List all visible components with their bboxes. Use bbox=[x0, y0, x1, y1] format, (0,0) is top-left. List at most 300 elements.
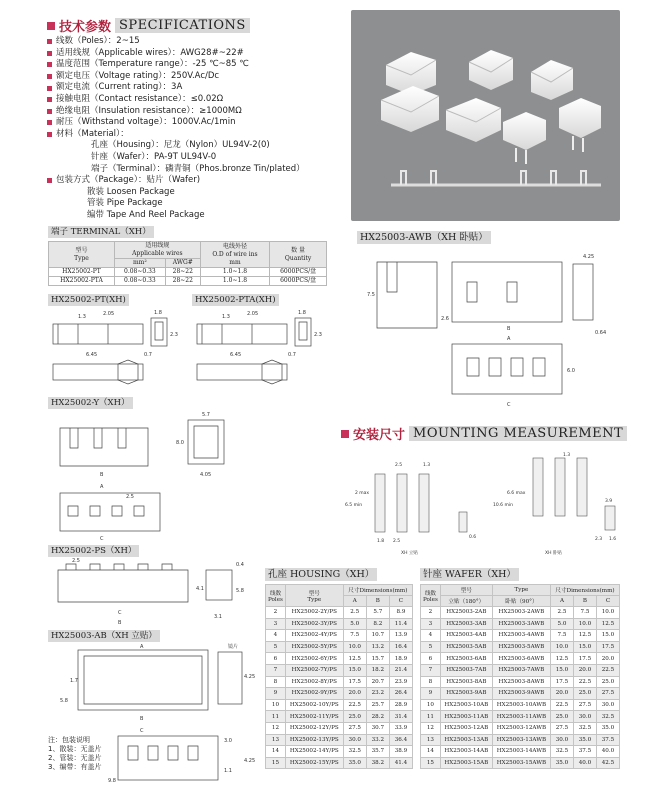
table-cell: 27.5 bbox=[596, 688, 619, 700]
awb-dim-1: 7.5 bbox=[367, 292, 375, 298]
table-cell: 5 bbox=[421, 641, 441, 653]
table-cell: HX25003-15AWB bbox=[492, 757, 550, 769]
mount-dim-6: 2 max bbox=[355, 491, 370, 496]
table-cell: 8.2 bbox=[366, 618, 389, 630]
awb-dim-5: C bbox=[507, 402, 511, 408]
table-row bbox=[266, 688, 413, 700]
table-cell: 6 bbox=[421, 653, 441, 665]
spec-item-text: 孔座（Housing）：尼龙（Nylon）UL94V-2(0) bbox=[91, 140, 270, 151]
terminal-label: 端子 TERMINAL（XH） bbox=[48, 226, 154, 238]
table-cell: 20.0 bbox=[573, 664, 596, 676]
spec-item-text: 绝缘电阻（Insulation resistance）：≥1000MΩ bbox=[56, 105, 242, 116]
spec-item-text: 编带 Tape And Reel Package bbox=[87, 209, 205, 220]
bullet-square-icon bbox=[47, 97, 52, 102]
table-cell: 25.0 bbox=[573, 688, 596, 700]
table-cell: 27.5 bbox=[343, 722, 366, 734]
table-cell: 8 bbox=[421, 676, 441, 688]
bullet-square-icon bbox=[47, 39, 52, 44]
pt-dim-1: 2.05 bbox=[103, 311, 115, 317]
ps-dim-2: 3.1 bbox=[214, 614, 222, 620]
specs-list bbox=[47, 36, 337, 222]
mounting-title-cn: 安装尺寸 bbox=[353, 428, 406, 443]
drawing-label-ab: HX25003-AB（XH 立贴） bbox=[48, 630, 160, 642]
pta-drawing bbox=[192, 306, 324, 394]
table-cell: 4 bbox=[266, 630, 286, 642]
table-row bbox=[266, 711, 413, 723]
ab-dim-1: B bbox=[140, 716, 144, 722]
spec-item-text: 针座（Wafer）：PA-9T UL94V-0 bbox=[91, 151, 217, 162]
table-cell: 15 bbox=[266, 757, 286, 769]
pt-dim-3: 6.45 bbox=[86, 352, 98, 358]
table-cell: HX25003-4AWB bbox=[492, 630, 550, 642]
table-cell: 35.0 bbox=[343, 757, 366, 769]
table-cell: HX25002-PT bbox=[49, 268, 115, 277]
table-cell: 13 bbox=[266, 734, 286, 746]
housing-label: 孔座 HOUSING（XH） bbox=[265, 568, 377, 581]
table-row bbox=[421, 722, 620, 734]
spec-item bbox=[47, 164, 337, 176]
table-row bbox=[421, 734, 620, 746]
table-cell: 20.0 bbox=[550, 688, 573, 700]
table-cell: 30.7 bbox=[366, 722, 389, 734]
wafer-col-type-cn: 型号 bbox=[440, 585, 492, 596]
bullet-square-icon bbox=[47, 109, 52, 114]
table-cell: 30.0 bbox=[550, 734, 573, 746]
spec-item-text: 耐压（Withstand voltage）：1000V.Ac/1min bbox=[56, 117, 236, 128]
table-cell: HX25003-8AB bbox=[440, 676, 492, 688]
table-cell: HX25003-6AWB bbox=[492, 653, 550, 665]
y-dim-5: C bbox=[100, 536, 104, 542]
table-cell: 25.0 bbox=[343, 711, 366, 723]
table-cell: 14 bbox=[421, 746, 441, 758]
housing-col-poles: 线数 Poles bbox=[266, 585, 286, 607]
drawing-label-pt: HX25002-PT(XH) bbox=[48, 294, 129, 306]
package-note: 3、编带：有盖片 bbox=[48, 763, 102, 771]
table-row bbox=[421, 664, 620, 676]
ps-drawing bbox=[48, 556, 258, 628]
housing-col-c: C bbox=[389, 596, 412, 607]
table-cell: 28~22 bbox=[165, 277, 200, 286]
ab-dim-0: A bbox=[140, 644, 144, 650]
table-cell: 36.4 bbox=[389, 734, 412, 746]
table-cell: HX25003-2AWB bbox=[492, 607, 550, 619]
spec-item-text: 额定电流（Current rating）：3A bbox=[56, 82, 183, 93]
table-row bbox=[421, 618, 620, 630]
connector-photo-illustration bbox=[351, 10, 620, 221]
table-row bbox=[266, 734, 413, 746]
table-cell: 22.5 bbox=[596, 664, 619, 676]
table-cell: 32.5 bbox=[343, 746, 366, 758]
mounting-header bbox=[341, 424, 627, 443]
spec-item-text: 适用线规（Applicable wires）：AWG28#~22# bbox=[56, 47, 244, 58]
table-cell: 11.4 bbox=[389, 618, 412, 630]
table-cell: 12 bbox=[421, 722, 441, 734]
awb-dim-3: B bbox=[507, 326, 511, 332]
table-row bbox=[421, 757, 620, 769]
bullet-square-icon bbox=[47, 62, 52, 67]
ps-dim-1: 4.1 bbox=[196, 586, 204, 592]
table-cell: HX25003-8AWB bbox=[492, 676, 550, 688]
terminal-col-od: 电线外径 O.D of wire ins mm bbox=[200, 242, 269, 268]
table-row bbox=[266, 746, 413, 758]
table-cell: 20.0 bbox=[596, 653, 619, 665]
table-cell: HX25002-9Y/PS bbox=[285, 688, 343, 700]
table-cell: 11 bbox=[421, 711, 441, 723]
wafer-sample-2 bbox=[503, 112, 546, 164]
ab-dim-5: 4.25 bbox=[244, 758, 256, 764]
table-cell: 4 bbox=[421, 630, 441, 642]
bullet-square-icon bbox=[47, 22, 55, 30]
table-cell: HX25002-3Y/PS bbox=[285, 618, 343, 630]
spec-item-text: 端子（Terminal）：磷青铜（Phos.bronze Tin/plated） bbox=[91, 163, 305, 174]
pt-dim-2: 1.8 bbox=[154, 310, 162, 316]
table-cell: HX25002-13Y/PS bbox=[285, 734, 343, 746]
table-row bbox=[266, 630, 413, 642]
spec-item-text: 额定电压（Voltage rating）：250V.Ac/Dc bbox=[56, 70, 220, 81]
table-cell: HX25003-11AB bbox=[440, 711, 492, 723]
table-cell: 10.7 bbox=[366, 630, 389, 642]
specs-title-en: SPECIFICATIONS bbox=[115, 18, 250, 33]
table-cell: 1.0~1.8 bbox=[200, 268, 269, 277]
y-dim-4: A bbox=[100, 484, 104, 490]
table-row bbox=[49, 277, 327, 286]
table-cell: HX25003-5AWB bbox=[492, 641, 550, 653]
ab-dim-8: 3.0 bbox=[224, 738, 232, 744]
table-cell: HX25002-5Y/PS bbox=[285, 641, 343, 653]
table-row bbox=[421, 746, 620, 758]
table-cell: HX25003-12AWB bbox=[492, 722, 550, 734]
table-cell: HX25002-14Y/PS bbox=[285, 746, 343, 758]
bullet-square-icon bbox=[47, 51, 52, 56]
terminal-col-mm2: mm² bbox=[114, 259, 165, 268]
spec-item-text: 包装方式（Package）：贴片（Wafer) bbox=[56, 175, 201, 186]
pta-dim-0: 1.3 bbox=[222, 314, 230, 320]
table-row bbox=[421, 607, 620, 619]
bullet-square-icon bbox=[47, 178, 52, 183]
awb-dim-6: 6.0 bbox=[567, 368, 575, 374]
table-cell: 10.0 bbox=[343, 641, 366, 653]
awb-dim-7: 0.64 bbox=[595, 330, 607, 336]
spec-item bbox=[47, 175, 337, 187]
pt-dim-5: 2.3 bbox=[170, 332, 178, 338]
bullet-square-icon bbox=[341, 430, 349, 438]
table-cell: 38.2 bbox=[366, 757, 389, 769]
spec-item bbox=[47, 198, 337, 210]
table-cell: 17.5 bbox=[343, 676, 366, 688]
table-cell: 35.7 bbox=[366, 746, 389, 758]
table-cell: HX25003-10AWB bbox=[492, 699, 550, 711]
table-cell: HX25002-8Y/PS bbox=[285, 676, 343, 688]
housing-col-dims: 尺寸Dimensions(mm) bbox=[343, 585, 412, 596]
table-cell: 7 bbox=[421, 664, 441, 676]
mount-dim-8: 2.3 bbox=[595, 537, 603, 542]
terminal-col-qty: 数 量 Quantity bbox=[270, 242, 327, 268]
spec-item bbox=[47, 71, 337, 83]
table-cell: 32.5 bbox=[596, 711, 619, 723]
table-cell: 13 bbox=[421, 734, 441, 746]
table-cell: 14 bbox=[266, 746, 286, 758]
table-cell: 32.5 bbox=[550, 746, 573, 758]
drawing-label-y: HX25002-Y（XH） bbox=[48, 397, 133, 409]
table-cell: HX25003-15AB bbox=[440, 757, 492, 769]
spec-item bbox=[47, 59, 337, 71]
table-row bbox=[266, 664, 413, 676]
table-cell: 35.0 bbox=[596, 722, 619, 734]
table-cell: HX25003-13AB bbox=[440, 734, 492, 746]
table-row bbox=[49, 268, 327, 277]
table-cell: 25.7 bbox=[366, 699, 389, 711]
wafer-table bbox=[420, 584, 620, 769]
housing-sample-4 bbox=[381, 86, 439, 132]
specs-title-cn: 技术参数 bbox=[59, 20, 112, 35]
table-cell: 12 bbox=[266, 722, 286, 734]
mount-dim-11: 10.6 min bbox=[493, 503, 513, 508]
bullet-square-icon bbox=[47, 74, 52, 79]
spec-item bbox=[47, 106, 337, 118]
ab-dim-4: 1.7 bbox=[70, 678, 78, 684]
table-row bbox=[266, 653, 413, 665]
table-cell: 38.9 bbox=[389, 746, 412, 758]
table-row bbox=[266, 607, 413, 619]
table-cell: HX25003-7AB bbox=[440, 664, 492, 676]
package-note: 2、管装：无盖片 bbox=[48, 754, 102, 762]
housing-table bbox=[265, 584, 413, 769]
table-cell: 12.5 bbox=[573, 630, 596, 642]
spec-item bbox=[47, 117, 337, 129]
y-drawing bbox=[48, 408, 308, 543]
mount-label-vertical: XH 立贴 bbox=[401, 551, 418, 556]
table-cell: HX25002-PTA bbox=[49, 277, 115, 286]
ab-dim-9: 9.8 bbox=[108, 778, 116, 784]
spec-item-text: 线数（Poles）：2~15 bbox=[56, 36, 140, 46]
table-cell: 16.4 bbox=[389, 641, 412, 653]
mount-dim-4: 0.6 bbox=[469, 535, 477, 540]
table-cell: HX25003-11AWB bbox=[492, 711, 550, 723]
terminal-col-wire: 适用线规 Applicable wires bbox=[114, 242, 200, 259]
mount-label-horizontal: XH 卧贴 bbox=[545, 551, 562, 556]
table-cell: 26.4 bbox=[389, 688, 412, 700]
table-cell: HX25003-5AB bbox=[440, 641, 492, 653]
table-cell: 23.9 bbox=[389, 676, 412, 688]
awb-drawing bbox=[357, 246, 619, 411]
table-cell: 5 bbox=[266, 641, 286, 653]
table-row bbox=[266, 757, 413, 769]
mount-dim-3: 2.5 bbox=[393, 539, 401, 544]
table-cell: 9 bbox=[266, 688, 286, 700]
table-cell: HX25003-12AB bbox=[440, 722, 492, 734]
ab-dim-6: 1.1 bbox=[224, 768, 232, 774]
table-cell: 15.0 bbox=[573, 641, 596, 653]
mount-dim-12: 6.6 max bbox=[507, 491, 526, 496]
table-cell: HX25003-13AWB bbox=[492, 734, 550, 746]
table-cell: 9 bbox=[421, 688, 441, 700]
housing-sample-3 bbox=[531, 60, 573, 100]
y-dim-6: 2.5 bbox=[126, 494, 134, 500]
terminal-col-type: 型号 Type bbox=[49, 242, 115, 268]
table-cell: 28.2 bbox=[366, 711, 389, 723]
table-cell: 40.0 bbox=[596, 746, 619, 758]
awb-dim-2: 2.6 bbox=[441, 316, 449, 322]
housing-col-type: 型号 Type bbox=[285, 585, 343, 607]
table-cell: 20.0 bbox=[343, 688, 366, 700]
spec-item bbox=[47, 82, 337, 94]
mount-dim-2: 1.8 bbox=[377, 539, 385, 544]
spec-item bbox=[47, 210, 337, 222]
terminal-table bbox=[48, 241, 327, 286]
table-cell: 37.5 bbox=[573, 746, 596, 758]
table-cell: 15.0 bbox=[550, 664, 573, 676]
wafer-col-type-en: Type bbox=[492, 585, 550, 596]
table-cell: HX25003-3AWB bbox=[492, 618, 550, 630]
housing-sample-2 bbox=[469, 50, 513, 90]
package-note: 1、散装：无盖片 bbox=[48, 745, 102, 753]
ab-dim-3: 4.25 bbox=[244, 674, 256, 680]
table-cell: 7 bbox=[266, 664, 286, 676]
wafer-col-c: C bbox=[596, 596, 619, 607]
table-cell: 27.5 bbox=[573, 699, 596, 711]
table-cell: HX25003-14AB bbox=[440, 746, 492, 758]
spec-item bbox=[47, 187, 337, 199]
table-cell: HX25003-3AB bbox=[440, 618, 492, 630]
product-photo bbox=[351, 10, 620, 221]
ps-dim-0: 2.5 bbox=[72, 558, 80, 564]
table-cell: 15.0 bbox=[596, 630, 619, 642]
table-row bbox=[266, 618, 413, 630]
table-cell: HX25002-15Y/PS bbox=[285, 757, 343, 769]
table-cell: HX25003-2AB bbox=[440, 607, 492, 619]
pt-drawing bbox=[48, 306, 180, 394]
wafer-sample-3 bbox=[559, 98, 601, 152]
table-row bbox=[266, 699, 413, 711]
wafer-col-dims: 尺寸Dimensions(mm) bbox=[550, 585, 619, 596]
table-cell: 22.5 bbox=[550, 699, 573, 711]
wafer-col-horizontal: 卧贴（90°） bbox=[492, 596, 550, 607]
table-cell: 41.4 bbox=[389, 757, 412, 769]
table-cell: 23.2 bbox=[366, 688, 389, 700]
table-cell: HX25002-10Y/PS bbox=[285, 699, 343, 711]
y-dim-0: 5.7 bbox=[202, 412, 210, 418]
y-dim-2: 4.05 bbox=[200, 472, 212, 478]
table-row bbox=[266, 676, 413, 688]
table-row bbox=[421, 653, 620, 665]
table-row bbox=[421, 630, 620, 642]
wafer-col-vertical: 立贴（180°） bbox=[440, 596, 492, 607]
spec-item bbox=[47, 152, 337, 164]
spec-item bbox=[47, 140, 337, 152]
mounting-title-en: MOUNTING MEASUREMENT bbox=[409, 426, 627, 441]
table-cell: 30.0 bbox=[596, 699, 619, 711]
table-cell: 15.0 bbox=[343, 664, 366, 676]
table-cell: 13.9 bbox=[389, 630, 412, 642]
table-cell: 31.4 bbox=[389, 711, 412, 723]
table-cell: 40.0 bbox=[573, 757, 596, 769]
table-cell: 15 bbox=[421, 757, 441, 769]
table-cell: 10 bbox=[266, 699, 286, 711]
table-row bbox=[266, 722, 413, 734]
awb-dim-4: A bbox=[507, 336, 511, 342]
table-cell: 18.9 bbox=[389, 653, 412, 665]
table-cell: 6000PCS/盘 bbox=[270, 277, 327, 286]
ab-dim-2: C bbox=[140, 728, 144, 734]
table-cell: 6 bbox=[266, 653, 286, 665]
bullet-square-icon bbox=[47, 120, 52, 125]
table-cell: 33.2 bbox=[366, 734, 389, 746]
ab-dim-7: 5.8 bbox=[60, 698, 68, 704]
table-cell: 30.0 bbox=[343, 734, 366, 746]
table-cell: 7.5 bbox=[573, 607, 596, 619]
ps-dim-4: 5.8 bbox=[236, 588, 244, 594]
table-cell: 30.0 bbox=[573, 711, 596, 723]
wafer-col-poles: 线数 Poles bbox=[421, 585, 441, 607]
drawing-label-awb: HX25003-AWB（XH 卧贴） bbox=[357, 231, 491, 244]
table-cell: 10.0 bbox=[550, 641, 573, 653]
bullet-square-icon bbox=[47, 132, 52, 137]
table-cell: 17.5 bbox=[550, 676, 573, 688]
table-cell: 10.0 bbox=[596, 607, 619, 619]
table-cell: HX25003-4AB bbox=[440, 630, 492, 642]
table-cell: 32.5 bbox=[573, 722, 596, 734]
table-cell: 25.0 bbox=[596, 676, 619, 688]
table-cell: 15.7 bbox=[366, 653, 389, 665]
table-cell: 28.9 bbox=[389, 699, 412, 711]
drawing-label-pta: HX25002-PTA(XH) bbox=[192, 294, 279, 306]
mount-dim-0: 2.5 bbox=[395, 463, 403, 468]
table-cell: HX25002-11Y/PS bbox=[285, 711, 343, 723]
table-cell: HX25003-14AWB bbox=[492, 746, 550, 758]
table-cell: 8 bbox=[266, 676, 286, 688]
mounting-drawing bbox=[341, 448, 621, 558]
spec-item bbox=[47, 48, 337, 60]
mount-dim-5: 6.5 min bbox=[345, 503, 363, 508]
table-cell: HX25002-12Y/PS bbox=[285, 722, 343, 734]
drawing-label-ps: HX25002-PS（XH） bbox=[48, 545, 139, 557]
table-row bbox=[421, 711, 620, 723]
spec-item bbox=[47, 94, 337, 106]
ps-dim-5: C bbox=[118, 610, 122, 616]
terminal-col-awg: AWG# bbox=[165, 259, 200, 268]
table-cell: 37.5 bbox=[596, 734, 619, 746]
table-cell: 17.5 bbox=[573, 653, 596, 665]
mount-dim-7: 1.3 bbox=[563, 453, 571, 458]
table-cell: 2 bbox=[421, 607, 441, 619]
table-cell: 27.5 bbox=[550, 722, 573, 734]
pta-dim-4: 0.7 bbox=[288, 352, 296, 358]
table-cell: 35.0 bbox=[550, 757, 573, 769]
wafer-label: 针座 WAFER（XH） bbox=[420, 568, 519, 581]
table-cell: 7.5 bbox=[550, 630, 573, 642]
table-cell: HX25002-4Y/PS bbox=[285, 630, 343, 642]
table-cell: 13.2 bbox=[366, 641, 389, 653]
table-row bbox=[421, 688, 620, 700]
table-cell: 21.4 bbox=[389, 664, 412, 676]
table-cell: HX25003-10AB bbox=[440, 699, 492, 711]
table-cell: 5.0 bbox=[550, 618, 573, 630]
pta-dim-5: 2.3 bbox=[314, 332, 322, 338]
table-cell: 42.5 bbox=[596, 757, 619, 769]
table-cell: 2.5 bbox=[550, 607, 573, 619]
wafer-col-b: B bbox=[573, 596, 596, 607]
ab-hole-label: 镜片 bbox=[228, 644, 239, 650]
table-cell: 5.7 bbox=[366, 607, 389, 619]
table-row bbox=[421, 676, 620, 688]
table-cell: 25.0 bbox=[550, 711, 573, 723]
table-cell: 12.5 bbox=[343, 653, 366, 665]
table-cell: 0.08~0.33 bbox=[114, 277, 165, 286]
bullet-square-icon bbox=[47, 86, 52, 91]
table-cell: 2.5 bbox=[343, 607, 366, 619]
table-row bbox=[421, 699, 620, 711]
table-row bbox=[421, 641, 620, 653]
